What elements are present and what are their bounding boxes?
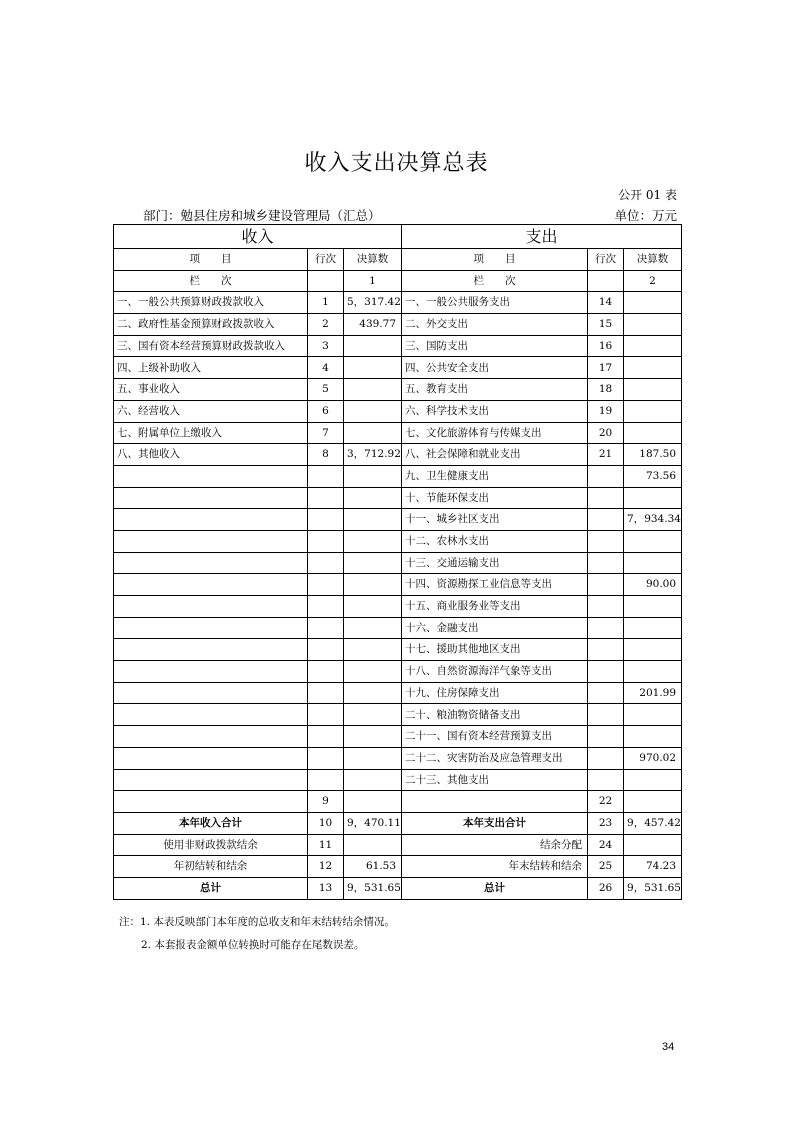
- expense-rowno-cell: [588, 487, 624, 509]
- expense-item-cell: 十五、商业服务业等支出: [402, 596, 588, 618]
- page-number: 34: [662, 1041, 675, 1053]
- expense-amount-cell: 970.02: [624, 747, 682, 769]
- income-amount-cell: [344, 379, 402, 401]
- income-item-cell: [114, 574, 308, 596]
- income-item-cell: 本年收入合计: [114, 812, 308, 834]
- table-row: [114, 682, 682, 704]
- income-column-index: 1: [344, 270, 402, 292]
- income-amount-cell: [344, 509, 402, 531]
- income-item-cell: [114, 617, 308, 639]
- income-rowno-cell: [308, 704, 344, 726]
- expense-amount-cell: [624, 704, 682, 726]
- expense-amount-cell: [624, 617, 682, 639]
- income-amount-cell: [344, 639, 402, 661]
- table-row: [114, 509, 682, 531]
- income-rowno-cell: 13: [308, 877, 344, 899]
- income-amount-cell: [344, 530, 402, 552]
- income-item-cell: 五、事业收入: [114, 379, 308, 401]
- income-item-cell: [114, 769, 308, 791]
- income-item-cell: 总计: [114, 877, 308, 899]
- expense-amount-cell: 90.00: [624, 574, 682, 596]
- expense-rowno-cell: [588, 465, 624, 487]
- expense-item-cell: 二十、粮油物资储备支出: [402, 704, 588, 726]
- expense-item-cell: 本年支出合计: [402, 812, 588, 834]
- expense-amount-cell: [624, 400, 682, 422]
- income-amount-cell: 3，712.92: [344, 444, 402, 466]
- notes: [119, 911, 395, 957]
- expense-amount-cell: [624, 596, 682, 618]
- income-rowno-cell: 11: [308, 834, 344, 856]
- expense-rowno-cell: 26: [588, 877, 624, 899]
- blank-cell: [308, 270, 344, 292]
- income-item-cell: [114, 682, 308, 704]
- income-amount-cell: [344, 834, 402, 856]
- expense-header: 支出: [402, 225, 682, 249]
- table-row: [114, 314, 682, 336]
- income-rowno-cell: [308, 530, 344, 552]
- table-row: [114, 422, 682, 444]
- table-row: [114, 379, 682, 401]
- column-index-row: [114, 270, 682, 292]
- income-amount-cell: [344, 465, 402, 487]
- income-rowno-cell: [308, 509, 344, 531]
- income-item-cell: 八、其他收入: [114, 444, 308, 466]
- expense-item-cell: 十九、住房保障支出: [402, 682, 588, 704]
- income-item-cell: [114, 661, 308, 683]
- table-row: [114, 292, 682, 314]
- summary-row: [114, 856, 682, 878]
- income-amount-cell: [344, 357, 402, 379]
- department-label: 部门：勉县住房和城乡建设管理局（汇总）: [143, 208, 381, 223]
- table-row: [114, 400, 682, 422]
- income-amount-cell: 439.77: [344, 314, 402, 336]
- expense-amount-cell: [624, 422, 682, 444]
- column-header-row: [114, 249, 682, 271]
- table-row: [114, 791, 682, 813]
- income-amount-cell: [344, 747, 402, 769]
- expense-rowno-cell: 20: [588, 422, 624, 444]
- table-row: [114, 465, 682, 487]
- summary-row: [114, 877, 682, 899]
- income-item-cell: [114, 726, 308, 748]
- income-rowno-cell: [308, 596, 344, 618]
- expense-amount-cell: [624, 769, 682, 791]
- income-amount-cell: [344, 769, 402, 791]
- income-amount-cell: [344, 422, 402, 444]
- income-item-cell: 使用非财政拨款结余: [114, 834, 308, 856]
- table-row: [114, 574, 682, 596]
- expense-rowno-cell: [588, 769, 624, 791]
- income-rowno-cell: [308, 574, 344, 596]
- expense-rowno-cell: [588, 639, 624, 661]
- income-rowno-cell: [308, 465, 344, 487]
- expense-item-cell: 二十二、灾害防治及应急管理支出: [402, 747, 588, 769]
- table-row: [114, 530, 682, 552]
- income-amount-cell: [344, 574, 402, 596]
- expense-amount-cell: 74.23: [624, 856, 682, 878]
- table-row: [114, 639, 682, 661]
- income-rowno-cell: 7: [308, 422, 344, 444]
- expense-rowno-cell: 15: [588, 314, 624, 336]
- expense-column-label: 栏 次: [402, 270, 588, 292]
- table-row: [114, 357, 682, 379]
- expense-item-cell: 十三、交通运输支出: [402, 552, 588, 574]
- expense-amount-cell: 73.56: [624, 465, 682, 487]
- expense-item-cell: 十八、自然资源海洋气象等支出: [402, 661, 588, 683]
- expense-amount-cell: [624, 487, 682, 509]
- expense-amount-cell: [624, 834, 682, 856]
- income-rowno-cell: [308, 487, 344, 509]
- income-rowno-cell: [308, 682, 344, 704]
- table-row: [114, 661, 682, 683]
- income-item-cell: 年初结转和结余: [114, 856, 308, 878]
- income-rowno-cell: 4: [308, 357, 344, 379]
- table-row: [114, 335, 682, 357]
- income-rowno-cell: [308, 552, 344, 574]
- table-row: [114, 769, 682, 791]
- expense-item-cell: 四、公共安全支出: [402, 357, 588, 379]
- income-item-cell: 七、附属单位上缴收入: [114, 422, 308, 444]
- income-rowno-cell: 2: [308, 314, 344, 336]
- expense-rowno-cell: [588, 596, 624, 618]
- income-amount-cell: [344, 682, 402, 704]
- unit-label: 单位：万元: [614, 208, 677, 223]
- income-amount-cell: [344, 661, 402, 683]
- blank-cell: [588, 270, 624, 292]
- expense-item-cell: 总计: [402, 877, 588, 899]
- table-row: [114, 704, 682, 726]
- expense-item-cell: 结余分配: [402, 834, 588, 856]
- income-rowno-cell: 8: [308, 444, 344, 466]
- expense-rowno-cell: 22: [588, 791, 624, 813]
- income-rowno-cell: [308, 639, 344, 661]
- income-amount-cell: [344, 617, 402, 639]
- table-row: [114, 487, 682, 509]
- expense-amount-cell: 201.99: [624, 682, 682, 704]
- expense-rowno-cell: [588, 552, 624, 574]
- income-amount-cell: 61.53: [344, 856, 402, 878]
- expense-rowno-cell: 21: [588, 444, 624, 466]
- expense-amount-cell: [624, 552, 682, 574]
- income-rowno-cell: [308, 617, 344, 639]
- income-rowno-cell: [308, 726, 344, 748]
- note-2: 2. 本套报表金额单位转换时可能存在尾数误差。: [141, 939, 365, 951]
- expense-rowno-cell: 14: [588, 292, 624, 314]
- expense-rowno-cell: [588, 726, 624, 748]
- expense-rowno-header: 行次: [588, 249, 624, 271]
- income-rowno-cell: 12: [308, 856, 344, 878]
- expense-item-cell: [402, 791, 588, 813]
- expense-item-cell: 九、卫生健康支出: [402, 465, 588, 487]
- income-item-cell: 六、经营收入: [114, 400, 308, 422]
- income-item-cell: 四、上级补助收入: [114, 357, 308, 379]
- section-header-row: [114, 225, 682, 249]
- expense-item-cell: 二十三、其他支出: [402, 769, 588, 791]
- expense-item-cell: 十四、资源勘探工业信息等支出: [402, 574, 588, 596]
- expense-item-cell: 年末结转和结余: [402, 856, 588, 878]
- income-item-cell: [114, 791, 308, 813]
- expense-item-header: 项 目: [402, 249, 588, 271]
- income-item-cell: [114, 509, 308, 531]
- income-rowno-cell: 6: [308, 400, 344, 422]
- income-item-cell: [114, 552, 308, 574]
- income-item-cell: 二、政府性基金预算财政拨款收入: [114, 314, 308, 336]
- income-amount-header: 决算数: [344, 249, 402, 271]
- expense-amount-cell: 9，457.42: [624, 812, 682, 834]
- form-number: 公开 01 表: [618, 188, 677, 202]
- table-row: [114, 747, 682, 769]
- expense-item-cell: 十一、城乡社区支出: [402, 509, 588, 531]
- expense-rowno-cell: 24: [588, 834, 624, 856]
- income-rowno-cell: [308, 661, 344, 683]
- expense-amount-header: 决算数: [624, 249, 682, 271]
- expense-rowno-cell: [588, 747, 624, 769]
- expense-amount-cell: 7，934.34: [624, 509, 682, 531]
- expense-item-cell: 十二、农林水支出: [402, 530, 588, 552]
- income-amount-cell: [344, 791, 402, 813]
- table-row: [114, 552, 682, 574]
- income-amount-cell: [344, 596, 402, 618]
- table-row: [114, 444, 682, 466]
- income-rowno-cell: [308, 769, 344, 791]
- expense-amount-cell: [624, 661, 682, 683]
- expense-item-cell: 一、一般公共服务支出: [402, 292, 588, 314]
- income-rowno-cell: 9: [308, 791, 344, 813]
- expense-item-cell: 十六、金融支出: [402, 617, 588, 639]
- income-rowno-cell: 3: [308, 335, 344, 357]
- expense-rowno-cell: [588, 661, 624, 683]
- income-expense-table: [113, 224, 682, 900]
- expense-item-cell: 二十一、国有资本经营预算支出: [402, 726, 588, 748]
- expense-rowno-cell: [588, 704, 624, 726]
- expense-rowno-cell: 17: [588, 357, 624, 379]
- expense-item-cell: 六、科学技术支出: [402, 400, 588, 422]
- expense-rowno-cell: [588, 617, 624, 639]
- page-title: 收入支出决算总表: [304, 151, 489, 176]
- expense-amount-cell: 9，531.65: [624, 877, 682, 899]
- income-item-cell: 三、国有资本经营预算财政拨款收入: [114, 335, 308, 357]
- income-item-cell: [114, 639, 308, 661]
- summary-row: [114, 834, 682, 856]
- income-item-header: 项 目: [114, 249, 308, 271]
- income-item-cell: [114, 747, 308, 769]
- expense-amount-cell: [624, 357, 682, 379]
- expense-amount-cell: [624, 639, 682, 661]
- expense-item-cell: 十、节能环保支出: [402, 487, 588, 509]
- income-amount-cell: [344, 400, 402, 422]
- income-amount-cell: [344, 487, 402, 509]
- income-rowno-cell: 10: [308, 812, 344, 834]
- expense-amount-cell: [624, 530, 682, 552]
- income-amount-cell: [344, 335, 402, 357]
- table-row: [114, 617, 682, 639]
- income-item-cell: [114, 704, 308, 726]
- income-amount-cell: [344, 704, 402, 726]
- income-rowno-header: 行次: [308, 249, 344, 271]
- expense-rowno-cell: [588, 682, 624, 704]
- expense-item-cell: 十七、援助其他地区支出: [402, 639, 588, 661]
- expense-amount-cell: [624, 292, 682, 314]
- income-item-cell: [114, 596, 308, 618]
- summary-row: [114, 812, 682, 834]
- income-rowno-cell: [308, 747, 344, 769]
- income-header: 收入: [114, 225, 402, 249]
- expense-rowno-cell: 25: [588, 856, 624, 878]
- expense-amount-cell: [624, 314, 682, 336]
- expense-rowno-cell: [588, 530, 624, 552]
- expense-item-cell: 八、社会保障和就业支出: [402, 444, 588, 466]
- expense-item-cell: 三、国防支出: [402, 335, 588, 357]
- expense-item-cell: 五、教育支出: [402, 379, 588, 401]
- note-1: 注：1. 本表反映部门本年度的总收支和年末结转结余情况。: [119, 916, 395, 928]
- income-amount-cell: 9，470.11: [344, 812, 402, 834]
- expense-item-cell: 二、外交支出: [402, 314, 588, 336]
- table-row: [114, 726, 682, 748]
- expense-rowno-cell: [588, 509, 624, 531]
- income-amount-cell: 5，317.42: [344, 292, 402, 314]
- income-rowno-cell: 1: [308, 292, 344, 314]
- income-amount-cell: 9，531.65: [344, 877, 402, 899]
- expense-rowno-cell: [588, 574, 624, 596]
- income-amount-cell: [344, 552, 402, 574]
- expense-amount-cell: [624, 335, 682, 357]
- income-item-cell: 一、一般公共预算财政拨款收入: [114, 292, 308, 314]
- income-item-cell: [114, 530, 308, 552]
- expense-rowno-cell: 19: [588, 400, 624, 422]
- income-column-label: 栏 次: [114, 270, 308, 292]
- expense-rowno-cell: 23: [588, 812, 624, 834]
- expense-rowno-cell: 16: [588, 335, 624, 357]
- expense-column-index: 2: [624, 270, 682, 292]
- income-item-cell: [114, 487, 308, 509]
- income-rowno-cell: 5: [308, 379, 344, 401]
- income-item-cell: [114, 465, 308, 487]
- income-amount-cell: [344, 726, 402, 748]
- expense-amount-cell: [624, 726, 682, 748]
- expense-rowno-cell: 18: [588, 379, 624, 401]
- table-row: [114, 596, 682, 618]
- expense-amount-cell: 187.50: [624, 444, 682, 466]
- expense-item-cell: 七、文化旅游体育与传媒支出: [402, 422, 588, 444]
- expense-amount-cell: [624, 791, 682, 813]
- expense-amount-cell: [624, 379, 682, 401]
